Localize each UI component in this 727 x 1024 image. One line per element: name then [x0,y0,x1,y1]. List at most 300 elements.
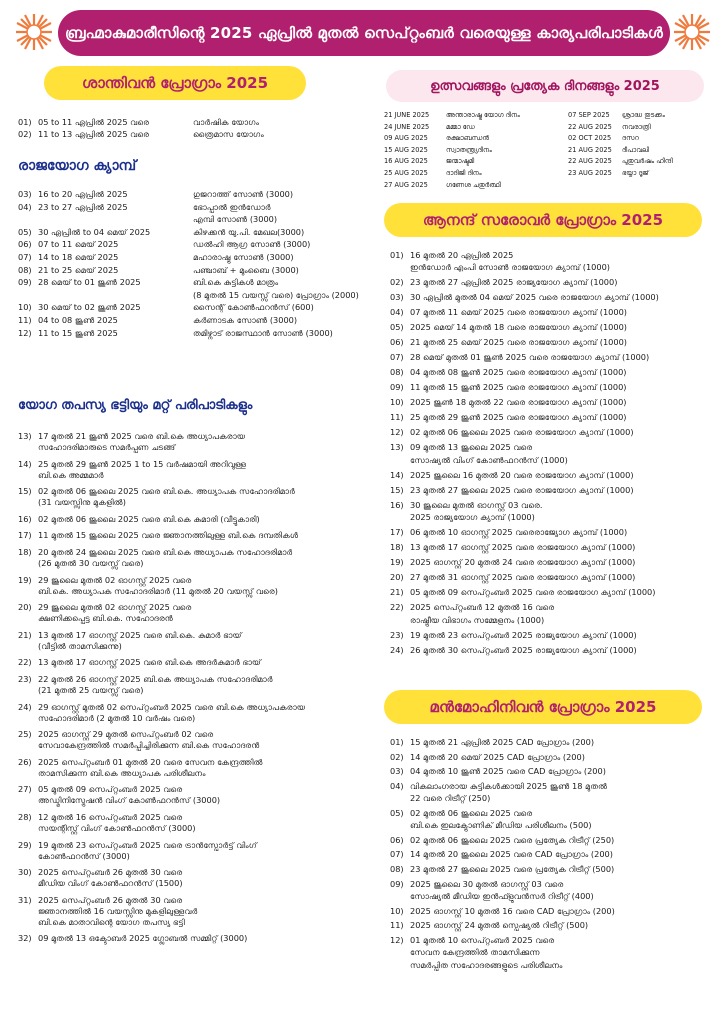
festivals-heading [386,70,704,102]
item-text: 2025 സെപ്റ്റംബർ 26 മുതൽ 30 വരെ [38,867,183,878]
item-text: 02 മുതൽ 06 ജൂലൈ 2025 വരെ [410,807,533,818]
item-number: 15) [390,484,404,495]
list-item [18,841,373,869]
item-number: 23) [18,673,32,684]
item-number: 06) [18,239,32,250]
list-item [390,443,720,470]
item-text: 22 വരെ റിട്രീറ്റ് (250) [410,793,491,804]
item-number: 27) [18,784,32,795]
item-date: 30 മെയ് to 02 ജൂൺ 2025 [38,302,141,313]
list-item [18,548,373,576]
item-event: ഗുജറാത്ത് സോൺ (3000) [193,189,294,199]
item-number: 11) [390,920,404,931]
item-text: 11 മുതൽ 15 ജൂലൈ 2025 വരെ ജ്ഞാനത്തിലുള്ള ബി.കെ ദമ്പതികൾ [38,530,299,541]
list-item [18,215,363,228]
page-title: ബ്രഹ്മാകുമാരീസിന്റെ 2025 ഏപ്രിൽ മുതൽ സെപ്റ്റംബർ വരെയുള്ള കാര്യപരിപാടികൾ [65,24,663,42]
item-text: ബി.കെ. അധ്യാപക സഹോദരിമാർ (11 മുതൽ 20 വയസ്സ് വരെ) [38,585,278,596]
item-number: 29) [18,839,32,850]
list-item [390,921,720,936]
list-item [390,528,720,543]
festival-item [568,156,718,168]
item-number: 17) [18,530,32,541]
festival-date: 22 AUG 2025 [568,157,612,166]
item-date: 21 to 25 മെയ് 2025 [38,264,119,275]
item-text: 02 മുതൽ 06 ജൂലൈ 2025 വരെ രാജയോഗ ക്യാമ്പ് (1000) [410,427,634,438]
item-event: എമ്പി സോൺ (3000) [193,214,278,225]
item-text: 05 മുതൽ 09 സെപ്റ്റംബർ 2025 വരെ [38,784,183,795]
item-text: മീഡിയ വിംഗ് കോൺഫറൻസ് (1500) [38,878,183,889]
item-text: 2025 ഓഗസ്റ്റ് 29 മുതൽ സെപ്റ്റംബർ 02 വരെ [38,729,214,740]
festival-item [568,110,718,122]
list-item [18,603,373,631]
shantivan-heading [44,66,306,100]
festival-name: രക്ഷാബന്ധൻ [446,134,490,143]
list-item [390,486,720,501]
list-item [390,880,720,907]
list-item [390,413,720,428]
list-item [390,383,720,398]
item-text: 29 ജൂലൈ മുതൽ 02 ഓഗസ്റ്റ് 2025 വരെ [38,574,192,585]
list-item [18,631,373,659]
item-text: (31 വയസ്സിനു മുകളിൽ) [38,497,126,508]
item-number: 12) [18,327,32,338]
anand-title: ആനന്ദ് സരോവർ പ്രോഗ്രാം 2025 [422,211,664,229]
item-number: 17) [390,527,404,538]
festival-date: 16 AUG 2025 [384,157,428,166]
item-text: 22 മുതൽ 26 ഓഗസ്റ്റ് 2025 ബി.കെ അധ്യാപക സഹോദരിമാർ [38,673,273,684]
festival-date: 24 JUNE 2025 [384,122,430,131]
festival-item [384,122,564,134]
list-item [18,868,373,896]
item-number: 24) [390,644,404,655]
list-item [390,308,720,323]
item-number: 03) [390,766,404,777]
list-item [18,658,373,675]
festival-name: ദസറ [622,134,639,143]
item-number: 15) [18,486,32,497]
festival-date: 25 AUG 2025 [384,168,428,177]
item-text: 2025 സെപ്റ്റംബർ 01 മുതൽ 20 വരെ സേവന കേന്ദ്രത്തിൽ [38,756,263,767]
item-text: 17 മുതൽ 21 ജൂൺ 2025 വരെ ബി.കെ അധ്യാപകരായ [38,431,246,441]
item-text: 15 മുതൽ 21 ഏപ്രിൽ 2025 CAD പ്രോഗ്രാം (200) [410,737,595,747]
rajyoga-list [18,190,363,341]
item-number: 05) [390,807,404,818]
item-number: 01) [18,117,32,127]
list-item [18,675,373,703]
item-text: 2025 സെപ്റ്റംബർ 26 മുതൽ 30 വരെ [38,894,183,905]
list-item [18,531,373,548]
item-text: 23 മുതൽ 27 ജൂലൈ 2025 വരെ പ്രത്യേക റിട്രീറ്റ് (500) [410,863,615,874]
item-number: 23) [390,629,404,640]
item-text: 04 മുതൽ 10 ജൂൺ 2025 വരെ CAD പ്രോഗ്രാം (200) [410,766,606,777]
item-number: 21) [18,629,32,640]
item-date: 28 മെയ് to 01 ജൂൺ 2025 [38,277,141,288]
item-text: 19 മുതൽ 23 സെപ്റ്റംബർ 2025 വരെ ട്രാൻസ്പോർട്ട് വിംഗ് [38,839,257,850]
festival-name: നവരാത്രി [622,122,651,131]
list-item [390,865,720,880]
item-text: 13 മുതൽ 17 ഓഗസ്റ്റ് 2025 വരെ ബി.കെ അദർകുമാർ ഭായ് [38,657,261,668]
list-item [390,936,720,975]
item-text: 02 മുതൽ 06 ജൂലൈ 2025 വരെ ബി.കെ. അധ്യാപക സഹോദരിമാർ [38,486,295,497]
item-text: 16 മുതൽ 20 ഏപ്രിൽ 2025 [410,250,514,260]
item-text: 2025 ജൂൺ 18 മുതൽ 22 വരെ രാജയോഗ ക്യാമ്പ് (1000) [410,397,627,408]
item-text: 26 മുതൽ 30 സെപ്റ്റംബർ 2025 രാജ്യയോഗ ക്യാമ്പ് (1000) [410,644,637,655]
item-number: 03) [390,292,404,303]
item-text: വികലാംഗരായ കുട്ടികൾക്കായി 2025 ജൂൺ 18 മുതൽ [410,780,608,791]
item-text: താമസിക്കുന്ന ബി.കെ അധ്യാപക പരിശീലനം [38,767,206,778]
item-text: 2025 ഓഗസ്റ്റ് 10 മുതൽ 16 വരെ CAD പ്രോഗ്രാം (200) [410,905,615,916]
item-number: 04) [390,307,404,318]
item-number: 04) [18,201,32,212]
item-number: 02) [390,277,404,288]
shantivan-list [18,118,363,142]
item-number: 10) [18,302,32,313]
item-text: 29 ഓഗസ്റ്റ് മുതൽ 02 സെപ്റ്റംബർ 2025 വരെ ബി.കെ അധ്യാപകരായ [38,701,306,712]
item-text: ബി.കെ ഇലക്ട്രോണിക് മീഡിയ പരിശീലനം (500) [410,820,592,831]
list-item [390,323,720,338]
rajyoga-heading: രാജയോഗ ക്യാമ്പ് [18,158,137,174]
list-item [390,767,720,782]
item-number: 11) [390,412,404,423]
item-text: 02 മുതൽ 06 ജൂലൈ 2025 വരെ ബി.കെ കുമാരി (വീട്ടുകാരി) [38,513,260,524]
festival-item [384,168,564,180]
list-item [390,738,720,753]
list-item [390,471,720,486]
item-number: 14) [390,469,404,480]
item-text: 09 മുതൽ 13 ഒക്ടോബർ 2025 ഗ്ലോബൽ സമ്മിറ്റ് (3000) [38,933,248,944]
item-number: 18) [390,542,404,553]
festival-name: മമ്മാ ഡേ [446,122,475,131]
item-text: സേവന കേന്ദ്രത്തിൽ താമസിക്കുന്ന [410,947,540,958]
item-text: 04 മുതൽ 08 ജൂൺ 2025 വരെ രാജയോഗ ക്യാമ്പ് (1000) [410,367,627,378]
item-text: 27 മുതൽ 31 ഓഗസ്റ്റ് 2025 വരെ രാജയോഗ ക്യാമ്പ് (1000) [410,572,636,583]
item-event: (8 മുതൽ 15 വയസ്സ് വരെ) പ്രോഗ്രാം (2000) [193,289,359,300]
item-number: 03) [18,189,32,199]
item-text: 09 മുതൽ 13 ജൂലൈ 2025 വരെ [410,442,533,453]
item-number: 14) [18,458,32,469]
item-text: (വീട്ടിൽ താമസിക്കുന്നു) [38,640,122,651]
anand-list [390,251,720,661]
item-text: 30 ജൂലൈ മുതൽ ഓഗസ്റ്റ് 03 വരെ. [410,499,543,510]
item-number: 16) [390,499,404,510]
item-text: കോൺഫറൻസ് (3000) [38,850,130,861]
item-number: 16) [18,513,32,524]
item-number: 11) [18,314,32,325]
item-event: ഭോപ്പാൽ ഇൻഡോർ [193,201,271,212]
item-event: മഹാരാഷ്ട്ര സോൺ (3000) [193,251,294,262]
list-item [390,543,720,558]
item-number: 32) [18,933,32,944]
item-text: 06 മുതൽ 10 ഓഗസ്റ്റ് 2025 വരെരാജ്യോഗ ക്യാമ്പ് (1000) [410,527,628,538]
item-event: ഡൽഹി ആഗ്ര സോൺ (3000) [193,239,311,250]
item-number: 30) [18,867,32,878]
item-text: 23 മുതൽ 27 ഏപ്രിൽ 2025 രാജ്യയോഗ ക്യാമ്പ് (1000) [410,277,618,288]
item-text: 2025 ഓഗസ്റ്റ് 20 മുതൽ 24 വരെ രാജയോഗ ക്യാമ്പ് (1000) [410,557,636,568]
item-text: സഹോദരിമാർ (2 മുതൽ 10 വർഷം വരെ) [38,712,196,723]
item-number: 18) [18,546,32,557]
festival-name: ദാദിജി ദിനം [446,168,482,177]
list-item [390,428,720,443]
item-number: 22) [390,602,404,613]
item-number: 31) [18,894,32,905]
item-text: ജ്ഞാനത്തിൽ 16 വയസ്സിനു മുകളിലുള്ളവർ [38,905,198,916]
item-date: 05 to 11 ഏപ്രിൽ 2025 വരെ [38,117,150,127]
manmohini-heading [384,690,702,724]
festival-item [568,133,718,145]
item-text: 14 മുതൽ 20 മെയ് 2025 CAD പ്രോഗ്രാം (200) [410,751,585,762]
item-text: 23 മുതൽ 27 ജൂലൈ 2025 വരെ രാജയോഗ ക്യാമ്പ് (1000) [410,484,634,495]
item-event: ത്രൈമാസ യോഗം [193,129,264,139]
list-item [390,278,720,293]
item-number: 07) [390,352,404,363]
item-number: 09) [390,382,404,393]
item-number: 26) [18,756,32,767]
item-text: സമർപ്പിത സഹോദരങ്ങളുടെ പരിശീലനം [410,959,563,970]
list-item [18,130,363,142]
item-number: 02) [18,129,32,139]
item-text: 02 മുതൽ 06 ജൂലൈ 2025 വരെ പ്രത്യേക റിട്രീറ്റ് (250) [410,834,615,845]
item-text: 2025 ഓഗസ്റ്റ് 24 മുതൽ സ്പെഷ്യൽ റിട്രീറ്റ് (500) [410,920,589,931]
item-text: 12 മുതൽ 16 സെപ്റ്റംബർ 2025 വരെ [38,811,183,822]
item-text: ഇൻഡോർ എംപി സോൺ രാജയോഗ ക്യാമ്പ് (1000) [410,262,610,273]
item-number: 28) [18,811,32,822]
page-title-banner [58,10,670,56]
item-event: വാർഷിക യോഗം [193,117,260,127]
item-number: 06) [390,834,404,845]
item-text: സോഷ്യൽ വിംഗ് കോൺഫറൻസ് (1000) [410,454,568,465]
item-date: 07 to 11 മെയ് 2025 [38,239,119,250]
item-number: 08) [18,264,32,275]
list-item [390,573,720,588]
list-item [390,368,720,383]
festival-item [384,145,564,157]
item-date: 30 ഏപ്രിൽ to 04 മെയ് 2025 [38,226,151,237]
item-text: ബി.കെ അമ്മമാർ [38,469,104,480]
festival-name: ശ്രാദ്ധ തുടക്കം [622,111,665,119]
item-number: 08) [390,863,404,874]
festival-name: ദീപാവലി [622,145,650,154]
list-item [390,293,720,308]
item-text: 25 മുതൽ 29 ജൂൺ 2025 വരെ രാജയോഗ ക്യാമ്പ് (1000) [410,412,627,423]
list-item [390,338,720,353]
item-text: 2025 സെപ്റ്റംബർ 12 മുതൽ 16 വരെ [410,602,555,613]
item-text: 25 മുതൽ 29 ജൂൺ 2025 1 to 15 വർഷമായി അറിവുള്ള [38,458,247,469]
item-date: 23 to 27 ഏപ്രിൽ 2025 [38,201,128,212]
item-number: 12) [390,427,404,438]
festival-name: ഭയ്യാ ദൂജ് [622,168,649,177]
item-text: 01 മുതൽ 10 സെപ്റ്റംബർ 2025 വരെ [410,934,555,945]
sunburst-icon-right [672,12,712,52]
list-item [18,203,363,216]
list-item [18,730,373,758]
item-text: രാഷ്ട്രീയ വിഭാഗം സമ്മേളനം (1000) [410,614,545,625]
item-number: 13) [390,442,404,453]
item-date: 16 to 20 ഏപ്രിൽ 2025 [38,189,128,199]
item-number: 01) [390,737,404,747]
list-item [18,515,373,532]
list-item [390,907,720,922]
item-text: സയന്റിസ്റ്റ് വിംഗ് കോൺഫറൻസ് (3000) [38,822,196,833]
festival-item [384,156,564,168]
item-number: 10) [390,397,404,408]
festival-date: 22 AUG 2025 [568,122,612,131]
festival-date: 21 AUG 2025 [568,145,612,154]
festival-date: 02 OCT 2025 [568,134,612,143]
list-item [390,809,720,836]
item-date: 04 to 08 ജൂൺ 2025 [38,314,118,325]
item-number: 24) [18,701,32,712]
festival-name: ജന്മാഷ്ടമി [446,157,475,166]
list-item [18,253,363,266]
festival-date: 21 JUNE 2025 [384,111,430,119]
list-item [390,398,720,413]
list-item [390,353,720,368]
list-item [18,190,363,203]
item-number: 05) [18,226,32,237]
item-event: സൈന്റ് കോൺഫറൻസ് (600) [193,302,314,313]
item-event: തമിഴ്നാട് രാജസ്ഥാൻ സോൺ (3000) [193,327,333,338]
list-item [390,603,720,630]
item-text: ബി.കെ മാതാവിന്റെ യോഗ തപസ്യ ഭട്ടി [38,916,185,927]
item-text: 14 മുതൽ 20 ജൂലൈ 2025 വരെ CAD പ്രോഗ്രാം (200) [410,849,613,860]
list-item [390,631,720,646]
item-number: 05) [390,322,404,333]
list-item [390,588,720,603]
list-item [390,646,720,661]
shantivan-title: ശാന്തിവൻ പ്രോഗ്രാം 2025 [81,74,269,92]
festivals-left-list [384,110,564,191]
festival-date: 23 AUG 2025 [568,168,612,177]
item-date: 14 to 18 മെയ് 2025 [38,251,119,262]
list-item [18,896,373,935]
item-number: 22) [18,657,32,668]
item-text: 2025 ജൂലൈ 16 മുതൽ 20 വരെ രാജയോഗ ക്യാമ്പ് (1000) [410,469,634,480]
festivals-right-list [568,110,718,180]
list-item [390,501,720,528]
list-item [18,329,363,342]
item-number: 19) [390,557,404,568]
item-text: (26 മുതൽ 30 വയസ്സ് വരെ) [38,557,144,568]
item-text: 19 മുതൽ 23 സെപ്റ്റംബർ 2025 രാജ്യയോഗ ക്യാമ്പ് (1000) [410,629,637,640]
item-text: 20 മുതൽ 24 ജൂലൈ 2025 വരെ ബി.കെ അധ്യാപക സഹോദരിമാർ [38,546,293,557]
yoga-heading: യോഗ തപസ്യ ഭട്ടിയും മറ്റ് പരിപാടികളും [18,398,253,413]
item-number: 01) [390,250,404,260]
item-text: 11 മുതൽ 15 ജൂൺ 2025 വരെ രാജയോഗ ക്യാമ്പ് (1000) [410,382,627,393]
item-number: 02) [390,751,404,762]
item-text: ക്ഷണിക്കപ്പെട്ട ബി.കെ. സഹോദരൻ [38,613,173,624]
festival-item [384,110,564,122]
item-text: സഹോദരിമാരുടെ സമർപ്പണ ചടങ്ങ് [38,442,176,452]
item-event: കർണാടക സോൺ (3000) [193,314,298,325]
festival-date: 15 AUG 2025 [384,145,428,154]
item-text: സോഷ്യൽ മീഡിയ ഇൻഫ്ളുവൻസർ റിട്രീറ്റ് (400) [410,890,594,901]
list-item [18,432,373,460]
list-item [18,487,373,515]
item-number: 09) [390,878,404,889]
yoga-list [18,432,373,951]
item-text: 21 മുതൽ 25 മെയ് 2025 വരെ രാജയോഗ ക്യാമ്പ് (1000) [410,337,628,348]
item-text: 13 മുതൽ 17 ഓഗസ്റ്റ് 2025 വരെ രാജയോഗ ക്യാമ്പ് (1000) [410,542,636,553]
anand-heading [384,203,702,237]
list-item [390,836,720,851]
festival-date: 27 AUG 2025 [384,180,428,189]
item-event: പഞ്ചാബ് + മുംബൈ (3000) [193,264,299,275]
item-event: ബി.കെ കുട്ടികൾ മാത്രം [193,277,279,288]
item-number: 21) [390,587,404,598]
list-item [18,316,363,329]
item-number: 13) [18,431,32,441]
festival-date: 09 AUG 2025 [384,134,428,143]
item-number: 04) [390,780,404,791]
list-item [390,850,720,865]
item-text: 07 മുതൽ 11 മെയ് 2025 വരെ രാജയോഗ ക്യാമ്പ് (1000) [410,307,628,318]
item-number: 09) [18,277,32,288]
list-item [390,753,720,768]
festivals-title: ഉത്സവങ്ങളും പ്രത്യേക ദിനങ്ങളും 2025 [430,78,660,94]
item-text: 2025 ജൂലൈ 30 മുതൽ ഓഗസ്റ്റ് 03 വരെ [410,878,564,889]
list-item [390,558,720,573]
festival-item [568,168,718,180]
item-number: 07) [18,251,32,262]
festival-name: സ്വാതന്ത്ര്യദിനം [446,145,492,154]
festival-item [568,122,718,134]
item-text: 05 മുതൽ 09 സെപ്റ്റംബർ 2025 വരെ രാജയോഗ ക്യാമ്പ് (1000) [410,587,656,598]
list-item [18,758,373,786]
list-item [390,251,720,278]
list-item [18,703,373,731]
item-text: 13 മുതൽ 17 ഓഗസ്റ്റ് 2025 വരെ ബി.കെ. കുമാർ ഭായ് [38,629,242,640]
list-item [18,813,373,841]
item-text: അഡ്മിനിസ്ട്രേഷൻ വിംഗ് കോൺഫറൻസ് (3000) [38,795,221,806]
item-number: 07) [390,849,404,860]
item-number: 20) [18,602,32,613]
list-item [18,576,373,604]
item-number: 19) [18,574,32,585]
item-date: 11 to 15 ജൂൺ 2025 [38,327,118,338]
item-text: (21 മുതൽ 25 വയസ്സ് വരെ) [38,684,144,695]
sunburst-icon-left [14,12,54,52]
list-item [18,278,363,291]
festival-item [384,133,564,145]
item-text: 28 മെയ് മുതൽ 01 ജൂൺ 2025 വരെ രാജയോഗ ക്യാമ്പ് (1000) [410,352,650,363]
item-date: 11 to 13 ഏപ്രിൽ 2025 വരെ [38,129,150,139]
list-item [18,934,373,951]
item-text: 30 ഏപ്രിൽ മുതൽ 04 മെയ് 2025 വരെ രാജയോഗ ക്യാമ്പ് (1000) [410,292,659,303]
manmohini-list [390,738,720,975]
item-text: 29 ജൂലൈ മുതൽ 02 ഓഗസ്റ്റ് 2025 വരെ [38,602,192,613]
festival-item [384,180,564,192]
item-number: 10) [390,905,404,916]
list-item [18,460,373,488]
festival-name: ഗണേശ ചതുർത്ഥി [446,180,501,189]
item-number: 20) [390,572,404,583]
item-number: 06) [390,337,404,348]
item-number: 08) [390,367,404,378]
festival-date: 07 SEP 2025 [568,111,610,119]
item-text: സേവാകേന്ദ്രത്തിൽ സമർപ്പിച്ചിരിക്കുന്ന ബി.കെ സഹോദരൻ [38,740,260,751]
manmohini-title: മൻമോഹിനിവൻ പ്രോഗ്രാം 2025 [429,698,657,716]
festival-name: അന്താരാഷ്ട്ര യോഗ ദിനം [446,111,520,119]
item-number: 25) [18,729,32,740]
item-text: 2025 മെയ് 14 മുതൽ 18 വരെ രാജയോഗ ക്യാമ്പ് (1000) [410,322,628,333]
item-text: 2025 രാജ്യയോഗ ക്യാമ്പ് (1000) [410,512,535,523]
list-item [390,782,720,809]
item-number: 12) [390,934,404,945]
item-event: കിഴക്കൻ യു.പി. മേഖല(3000) [193,226,305,237]
festival-name: പുതുവർഷം ഹിന്ദി [622,157,673,166]
list-item [18,785,373,813]
festival-item [568,145,718,157]
